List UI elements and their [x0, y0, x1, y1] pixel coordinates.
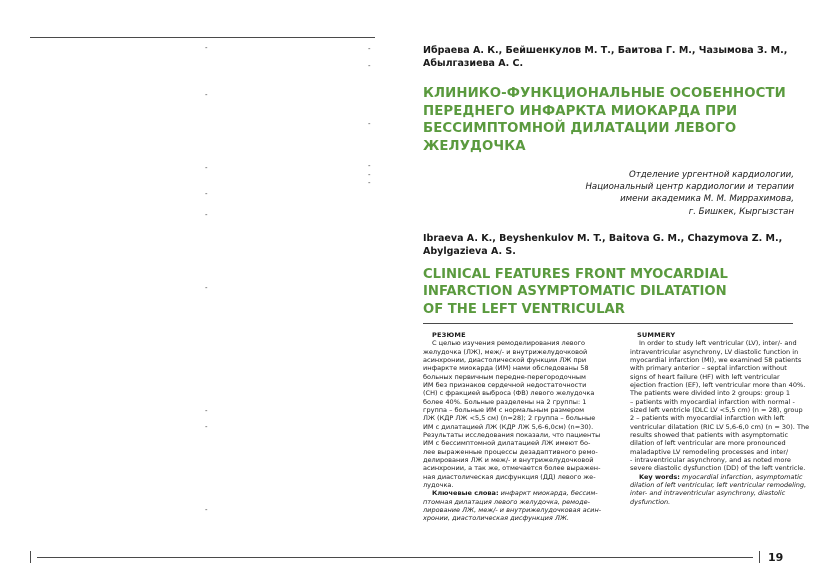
abstract-ru-body-line: более 40%. Больные разделены на 2 группы: 1 [423, 397, 587, 406]
crop-mark-left [30, 551, 31, 563]
keywords-ru-line: птомная дилатация левого желудочка, ремоде- [423, 497, 591, 506]
abstract-ru-body-line: ная диастолическая дисфункция (ДД) левого же- [423, 472, 596, 481]
authors-ru-line: Абылгазиева А. С. [423, 58, 524, 69]
title-ru-line: ПЕРЕДНЕГО ИНФАРКТА МИОКАРДА ПРИ [423, 103, 738, 119]
abstract-ru-body-line: асинхронии, диастолической функции ЛЖ при [423, 355, 587, 364]
keywords-ru-line [423, 489, 598, 498]
abstract-ru-heading: РЕЗЮМЕ [432, 331, 466, 339]
margin-dash: - [205, 423, 208, 431]
abstract-ru-body-line: желудочка (ЛЖ), меж/- и внутрижелудочковой [423, 347, 588, 356]
margin-dash: - [205, 164, 208, 172]
authors-en-line: Ibraeva A. K., Beyshenkulov M. T., Baitova G. M., Chazymova Z. M., [423, 233, 783, 244]
title-ru-line: ЖЕЛУДОЧКА [423, 138, 526, 154]
margin-dash: - [368, 62, 371, 70]
abstract-en-body-line: myocardial infarction (MI), we examined 58 patients [630, 355, 802, 364]
keywords-en-line [630, 472, 803, 481]
abstract-en-body-line: intraventricular asynchrony, LV diastolic function in [630, 347, 799, 356]
page-number: 19 [768, 551, 784, 564]
margin-dash: - [205, 211, 208, 219]
abstract-ru-body-line: делирования ЛЖ и меж/- и внутрижелудочковой [423, 455, 594, 464]
abstract-en-body-line: severe diastolic dysfunction (DD) of the left ventricle. [630, 464, 806, 473]
affiliation-line: г. Бишкек, Кыргызстан [688, 206, 794, 217]
footer-rule [37, 557, 753, 558]
title-ru [423, 85, 793, 155]
keywords-en-line: dysfunction. [630, 497, 671, 506]
keywords-en-line: dilation of left ventricular, left ventricular remodeling, [630, 480, 807, 489]
margin-dash: - [205, 284, 208, 292]
affiliation-line: имени академика М. М. Миррахимова, [620, 194, 794, 205]
title-en-line: OF THE LEFT VENTRICULAR [423, 301, 625, 317]
abstract-en-body-line: - intraventricular asynchrony, and as noted more [630, 455, 791, 464]
margin-dash: - [205, 91, 208, 99]
abstract-en-body-line: – patients with myocardial infarction with normal - [630, 397, 795, 406]
authors-en-line: Abylgazieva A. S. [423, 246, 516, 257]
margin-dash: - [368, 179, 371, 187]
abstract-en-body-line: maladaptive LV remodeling processes and inter/ [630, 447, 789, 456]
abstract-ru-body-line: С целью изучения ремоделирования левого [432, 339, 586, 348]
abstract-ru-body-line: группа – больные ИМ с нормальным размером [423, 405, 585, 414]
abstract-en-body-line: 2 – patients with myocardial infarction with left [630, 414, 785, 423]
margin-dash: - [368, 45, 371, 53]
margin-dash: - [368, 120, 371, 128]
abstract-ru-body-line: ИМ с дилатацией ЛЖ (КДР ЛЖ 5,6-6,0см) (n=30). [423, 422, 594, 431]
affiliation-line: Отделение ургентной кардиологии, [628, 170, 794, 180]
abstract-en-body-line: sized left ventricle (DLC LV <5,5 cm) (n = 28), group [630, 405, 803, 414]
title-ru-line: КЛИНИКО-ФУНКЦИОНАЛЬНЫЕ ОСОБЕННОСТИ [423, 86, 786, 101]
abstract-en-body-line: ventricular dilatation (RIC LV 5,6-6,0 cm) (n = 30). The [630, 422, 810, 431]
abstract-ru-body-line: (СН) с фракцией выброса (ФВ) левого желудочка [423, 389, 595, 398]
abstract-ru-body-line: ИМ с бессимптомной дилатацией ЛЖ имеют бо- [423, 439, 591, 448]
abstract-ru-body-line: инфаркте миокарда (ИМ) нами обследованы 58 [423, 364, 589, 373]
affiliation [434, 169, 794, 218]
authors-ru [423, 44, 793, 70]
abstract-ru-body-line: лудочка. [423, 480, 454, 489]
abstract-en-body-line: ejection fraction (EF), left ventricular more than 40%. [630, 380, 806, 389]
keywords-ru-line: лирование ЛЖ, меж/- и внутрижелудочковая асин- [423, 505, 602, 514]
abstract-en [630, 331, 810, 506]
section-divider-rule [423, 323, 793, 324]
authors-en [423, 232, 793, 258]
abstract-en-body-line: The patients were divided into 2 groups: group 1 [630, 389, 791, 398]
keywords-en-line: inter- and intraventricular asynchrony, diastolic [630, 489, 786, 498]
affiliation-line: Национальный центр кардиологии и терапии [585, 182, 794, 193]
title-ru-line: БЕССИМПТОМНОЙ ДИЛАТАЦИИ ЛЕВОГО [423, 121, 737, 136]
abstract-en-body-line: results showed that patients with asymptomatic [630, 430, 789, 439]
margin-dash: - [368, 171, 371, 179]
margin-dash: - [205, 44, 208, 52]
abstract-ru-body-line: Результаты исследования показали, что пациенты [423, 430, 601, 439]
keywords-en-label: Key words: [639, 472, 680, 481]
abstract-ru-body-line: ИМ без признаков сердечной недостаточности [423, 380, 587, 389]
abstract-ru-body [423, 339, 601, 489]
margin-dash: - [205, 407, 208, 415]
abstract-en-body-line: signs of heart failure (HF) with left ventricular [630, 372, 780, 381]
left-column-top-rule [30, 37, 375, 38]
keywords-ru-label: Ключевые слова: [432, 489, 499, 498]
abstract-ru-body-line: больных первичным передне-перегородочным [423, 372, 586, 381]
title-en-line: INFARCTION ASYMPTOMATIC DILATATION [423, 284, 727, 300]
abstract-en-heading: SUMMERY [637, 331, 676, 339]
keywords-ru-text: инфаркт миокарда, бессим- [498, 489, 598, 498]
margin-dash: - [205, 506, 208, 514]
margin-dash: - [205, 190, 208, 198]
margin-dash: - [368, 162, 371, 170]
abstract-en-body-line: with primary anterior – septal infarction without [630, 364, 787, 373]
abstract-ru-body-line: лее выраженные процессы дезадаптивного ремо- [423, 447, 598, 456]
crop-mark-right [759, 551, 760, 563]
abstract-en-body [630, 339, 810, 473]
keywords-en-text: myocardial infarction, asymptomatic [679, 472, 803, 481]
title-en-line: CLINICAL FEATURES FRONT MYOCARDIAL [423, 267, 728, 282]
abstract-en-body-line: dilation of left ventricular are more pronounced [630, 439, 786, 448]
abstract-ru-body-line: ЛЖ (КДР ЛЖ <5,5 см) (n=28); 2 группа – больные [423, 414, 596, 423]
abstract-ru [423, 331, 602, 523]
abstract-ru-body-line: асинхронии, а так же, отмечается более выражен- [423, 464, 601, 473]
keywords-ru-line: хронии, диастолическая дисфункция ЛЖ. [423, 514, 569, 523]
title-en [423, 266, 793, 318]
abstract-en-body-line: In order to study left ventricular (LV), inter/- and [639, 339, 797, 348]
authors-ru-line: Ибраева А. К., Бейшенкулов М. Т., Баитова Г. М., Чазымова З. М., [423, 45, 788, 56]
